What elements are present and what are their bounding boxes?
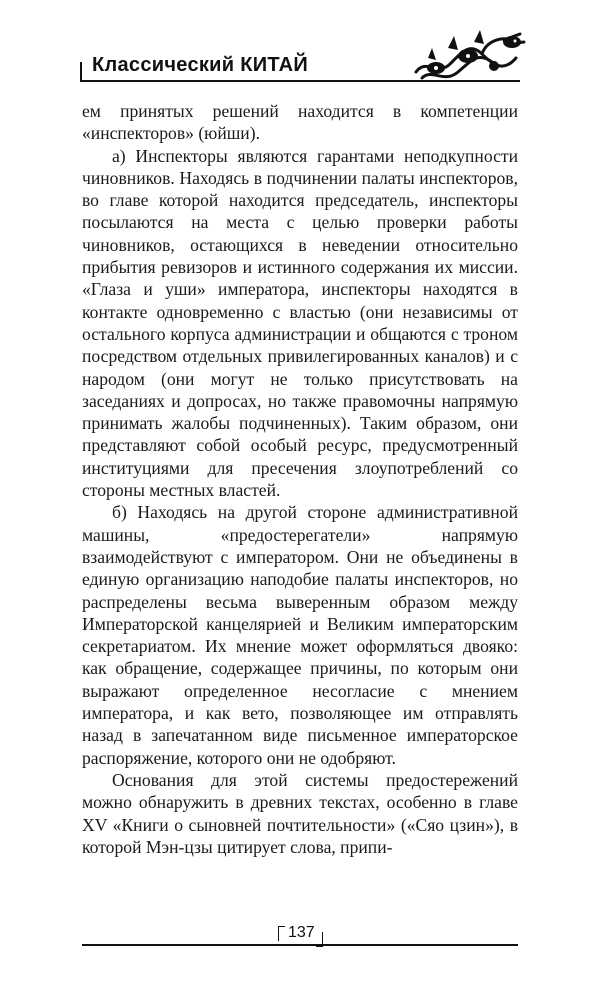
paragraph-admonishers: б) Находясь на другой стороне административной машины, «предостерегатели» напрямую взаимодействуют с императором. Они не объединены в единую организацию наподобие палаты инспекторов, но распределены весьма выверенным образом между Императорской канцелярией и Великим императорским секретариатом. Их мнение может оформляться двояко: как обращение, содержащее причины, по которым они выражают определенное несогласие с мнением императора, и как вето, позволяющее им отправлять назад в запечатанном виде письменное императорское распоряжение, которого они не одобряют. bbox=[82, 502, 518, 768]
page-number: 137 bbox=[288, 924, 315, 941]
body-text bbox=[82, 100, 518, 858]
footer-rule bbox=[82, 944, 518, 946]
paragraph-inspectors: а) Инспекторы являются гарантами неподкупности чиновников. Находясь в подчинении палаты инспекторов, во главе которой находится председатель, инспекторы посылаются на места с целью проверки работы чиновников, остающихся в неведении относительно прибытия ревизоров и истинного содержания их миссии. «Глаза и уши» императора, инспекторы находятся в контакте одновременно с властью (они независимы от остального корпуса администрации и общаются с троном посредством отдельных привилегированных каналов) и с народом (они могут не только присутствовать на заседаниях и допросах, но также правомочны напрямую принимать жалобы подчиненных). Таким образом, они представляют собой особый ресурс, предусмотренный институциями для пресечения злоупотреблений со стороны местных властей. bbox=[82, 145, 518, 501]
dragon-ornament-icon bbox=[408, 28, 526, 86]
page-number-bracket-left bbox=[278, 926, 285, 941]
paragraph-foundations: Основания для этой системы предостережений можно обнаружить в древних текстах, особенно в главе XV «Книги о сыновней почтительности» («Сяо цзин»), в которой Мэн-цзы цитирует слова, припи- bbox=[82, 769, 518, 857]
paragraph-continuation: ем принятых решений находится в компетенции «инспекторов» (юйши). bbox=[82, 101, 518, 144]
running-header-title: Классический КИТАЙ bbox=[92, 54, 309, 76]
header-left-tick bbox=[80, 62, 82, 82]
